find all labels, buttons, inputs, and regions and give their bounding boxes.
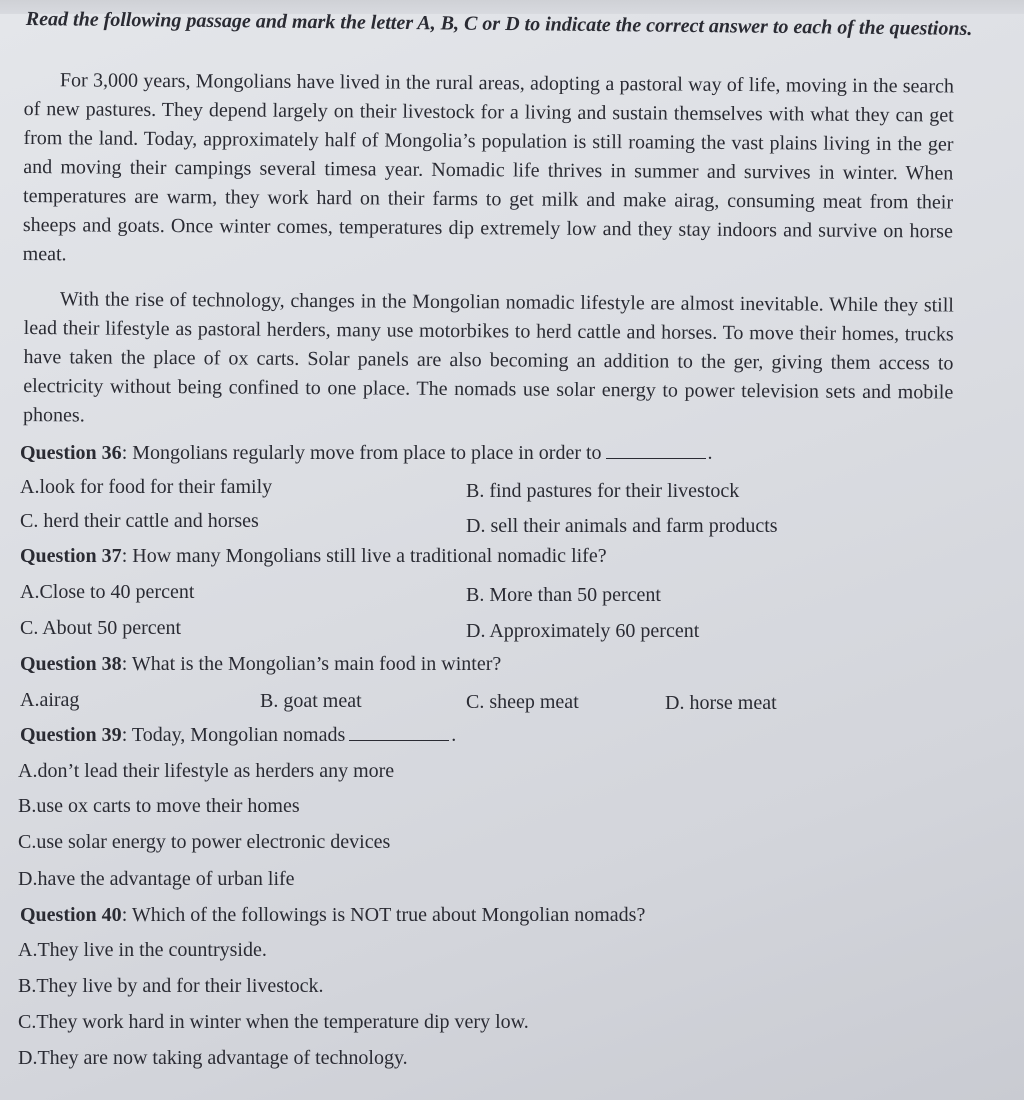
option-b[interactable]: B. find pastures for their livestock (466, 480, 740, 502)
question-40 (20, 902, 645, 928)
option-b[interactable]: B. More than 50 percent (466, 584, 661, 606)
passage-paragraph-2: With the rise of technology, changes in the Mongolian nomadic lifestyle are almost inevitable. While they still lead their lifestyle as pastoral herders, many use motorbikes to herd cattle and horses. To move their homes, trucks have taken the place of ox carts. Solar panels are also becoming an addition to the ger, giving them access to electricity without being confined to one place. The nomads use solar energy to power television sets and mobile phones. (23, 288, 954, 427)
answer-blank (349, 722, 449, 741)
question-text: : How many Mongolians still live a traditional nomadic life? (121, 545, 607, 567)
option-a[interactable]: A.airag (20, 689, 80, 711)
option-b[interactable]: B. goat meat (260, 690, 362, 712)
option-a[interactable]: A.They live in the countryside. (18, 939, 267, 961)
option-d[interactable]: D. sell their animals and farm products (466, 515, 778, 537)
option-a[interactable]: A.don’t lead their lifestyle as herders any more (18, 760, 395, 782)
question-38 (20, 651, 501, 677)
option-c[interactable]: C. About 50 percent (20, 617, 182, 639)
option-d[interactable]: D. horse meat (665, 692, 777, 714)
question-37 (20, 543, 607, 569)
instructions: Read the following passage and mark the letter A, B, C or D to indicate the correct answer to each of the questions. (25, 7, 973, 40)
question-text: : Mongolians regularly move from place to place in order to (121, 442, 602, 464)
option-c[interactable]: C. herd their cattle and horses (20, 510, 259, 532)
option-d[interactable]: D.have the advantage of urban life (18, 868, 295, 890)
question-label: Question 39 (20, 724, 122, 746)
answer-blank (606, 440, 706, 459)
question-36: Question 36: Mongolians regularly move from place to place in order to . (20, 442, 713, 464)
option-b[interactable]: B.They live by and for their livestock. (18, 975, 324, 997)
option-b[interactable]: B.use ox carts to move their homes (18, 795, 300, 817)
option-d[interactable]: D.They are now taking advantage of technology. (18, 1047, 408, 1069)
question-label: Question 40 (20, 904, 122, 926)
question-text: : Which of the followings is NOT true about Mongolian nomads? (121, 904, 646, 926)
passage-paragraph-1: For 3,000 years, Mongolians have lived in the rural areas, adopting a pastoral way of life, moving in the search of new pastures. They depend largely on their livestock for a living and sustain themselves with what they can get from the land. Today, approximately half of Mongolia’s population is still roaming the vast plains living in the ger and moving their campings several timesa year. Nomadic life thrives in summer and survives in winter. When temperatures are warm, they work hard on their farms to get milk and make airag, consuming meat from their sheeps and goats. Once winter comes, temperatures dip extremely low and they stay indoors and survive on horse meat. (22, 69, 954, 266)
question-label: Question 37 (20, 545, 122, 567)
question-39: Question 39: Today, Mongolian nomads . (20, 724, 457, 746)
option-a[interactable]: A.look for food for their family (20, 476, 273, 498)
option-c[interactable]: C.use solar energy to power electronic devices (18, 831, 391, 853)
question-text: : Today, Mongolian nomads (121, 724, 346, 746)
question-text: : What is the Mongolian’s main food in winter? (121, 653, 502, 675)
option-a[interactable]: A.Close to 40 percent (20, 581, 195, 603)
question-label: Question 38 (20, 653, 122, 675)
option-c[interactable]: C. sheep meat (466, 691, 579, 713)
question-label: Question 36 (20, 442, 122, 464)
option-c[interactable]: C.They work hard in winter when the temperature dip very low. (18, 1011, 529, 1033)
option-d[interactable]: D. Approximately 60 percent (466, 620, 700, 642)
